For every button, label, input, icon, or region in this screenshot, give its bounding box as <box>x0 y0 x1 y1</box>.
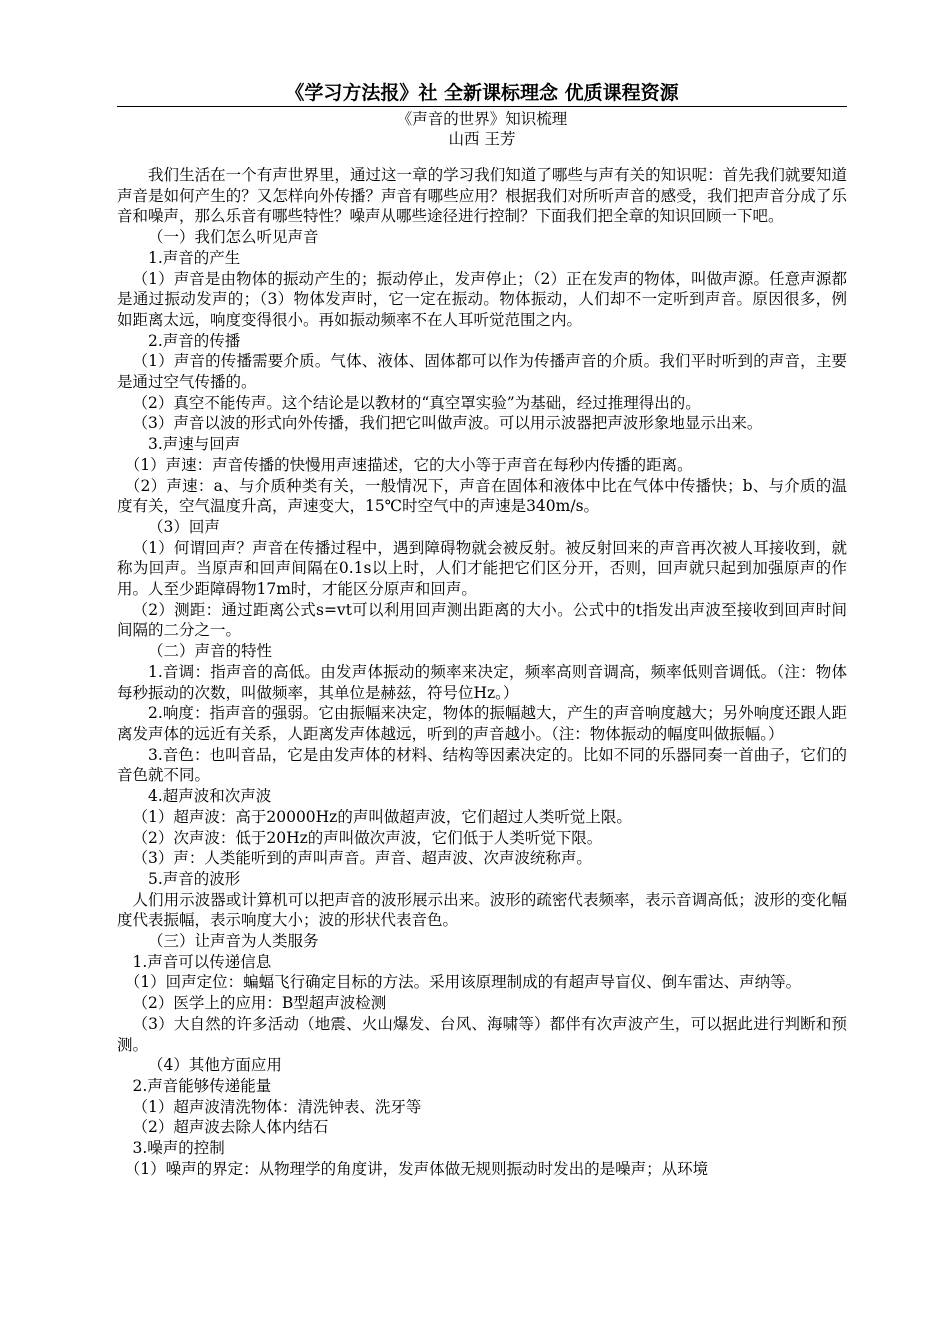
section-heading: （二）声音的特性 <box>148 642 273 661</box>
paragraph: （1）超声波：高于20000Hz的声叫做超声波，它们超过人类听觉上限。 <box>132 807 632 826</box>
paragraph: （3）声音以波的形式向外传播，我们把它叫做声波。可以用示波器把声波形象地显示出来。 <box>132 414 763 433</box>
subsection-heading: 1.声音可以传递信息 <box>132 952 272 971</box>
article-body <box>117 165 847 1179</box>
intro-paragraph: 我们生活在一个有声世界里，通过这一章的学习我们知道了哪些与声有关的知识呢：首先我们就要知道声音是如何产生的？又怎样向外传播？声音有哪些应用？根据我们对所听声音的感受，我们把声音分成了乐音和噪声，那么乐音有哪些特性？噪声从哪些途径进行控制？下面我们把全章的知识回顾一下吧。 <box>117 166 847 226</box>
subsection-heading: 3.声速与回声 <box>148 435 241 454</box>
paragraph: （1）声音是由物体的振动产生的；振动停止，发声停止；（2）正在发声的物体，叫做声源。任意声源都是通过振动发声的；（3）物体发声时，它一定在振动。物体振动，人们却不一定听到声音。原因很多，例如距离太远，响度变得很小。再如振动频率不在人耳听觉范围之内。 <box>117 269 847 329</box>
paragraph: 3.音色：也叫音品，它是由发声体的材料、结构等因素决定的。比如不同的乐器同奏一首曲子，它们的音色就不同。 <box>117 745 847 785</box>
paragraph: 人们用示波器或计算机可以把声音的波形展示出来。波形的疏密代表频率，表示音调高低；波形的变化幅度代表振幅，表示响度大小；波的形状代表音色。 <box>117 890 847 930</box>
paragraph: （3）大自然的许多活动（地震、火山爆发、台风、海啸等）都伴有次声波产生，可以据此进行判断和预测。 <box>117 1014 847 1054</box>
subsection-heading: 2.声音的传播 <box>148 331 241 350</box>
paragraph: （1）声音的传播需要介质。气体、液体、固体都可以作为传播声音的介质。我们平时听到的声音，主要是通过空气传播的。 <box>117 352 847 392</box>
paragraph: （2）声速：a、与介质种类有关，一般情况下，声音在固体和液体中比在气体中传播快；b、与介质的温度有关，空气温度升高，声速变大，15℃时空气中的声速是340m/s。 <box>117 476 847 516</box>
paragraph: （2）测距：通过距离公式s=vt可以利用回声测出距离的大小。公式中的t指发出声波至接收到回声时间间隔的二分之一。 <box>117 600 847 640</box>
section-heading: （一）我们怎么听见声音 <box>148 228 319 247</box>
paragraph: （1）何谓回声？声音在传播过程中，遇到障碍物就会被反射。被反射回来的声音再次被人耳接收到，就称为回声。当原声和回声间隔在0.1s以上时，人们才能把它们区分开，否则，回声就只起到加强原声的作用。人至少距障碍物17m时，才能区分原声和回声。 <box>117 538 847 599</box>
article-author: 山西 王芳 <box>448 130 516 148</box>
subsection-heading: 2.声音能够传递能量 <box>132 1076 272 1095</box>
subsection-heading: 1.声音的产生 <box>148 248 241 267</box>
subsection-heading: 4.超声波和次声波 <box>148 787 272 806</box>
paragraph: （1）回声定位：蝙蝠飞行确定目标的方法。采用该原理制成的有超声导盲仪、倒车雷达、声纳等。 <box>124 973 802 992</box>
paragraph: （2）次声波：低于20Hz的声叫做次声波，它们低于人类听觉下限。 <box>132 828 603 847</box>
paragraph: （2）医学上的应用：B型超声波检测 <box>132 994 387 1013</box>
subsection-heading: 5.声音的波形 <box>148 869 241 888</box>
section-heading: （三）让声音为人类服务 <box>148 932 319 951</box>
page-header: 《学习方法报》社 全新课标理念 优质课程资源 <box>285 82 679 104</box>
paragraph: （3）回声 <box>148 517 220 536</box>
paragraph: 1.音调：指声音的高低。由发声体振动的频率来决定，频率高则音调高，频率低则音调低。（注：物体每秒振动的次数，叫做频率，其单位是赫兹，符号位Hz。） <box>117 662 847 702</box>
paragraph: （2）真空不能传声。这个结论是以教材的“真空罩实验”为基础，经过推理得出的。 <box>132 393 701 412</box>
header-divider <box>117 106 847 107</box>
paragraph: 2.响度：指声音的强弱。它由振幅来决定，物体的振幅越大，产生的声音响度越大；另外响度还跟人距离发声体的远近有关系，人距离发声体越远，听到的声音越小。（注：物体振动的幅度叫做振幅。） <box>117 704 847 743</box>
article-title: 《声音的世界》知识梳理 <box>396 110 568 128</box>
paragraph: （1）超声波清洗物体：清洗钟表、洗牙等 <box>132 1097 422 1116</box>
subsection-heading: 3.噪声的控制 <box>132 1139 225 1158</box>
paragraph: （1）声速：声音传播的快慢用声速描述，它的大小等于声音在每秒内传播的距离。 <box>124 455 693 474</box>
paragraph: （4）其他方面应用 <box>148 1056 282 1075</box>
paragraph: （3）声：人类能听到的声叫声音。声音、超声波、次声波统称声。 <box>132 849 592 868</box>
paragraph: （2）超声波去除人体内结石 <box>132 1118 329 1137</box>
paragraph: （1）噪声的界定：从物理学的角度讲，发声体做无规则振动时发出的是噪声；从环境 <box>124 1159 709 1178</box>
